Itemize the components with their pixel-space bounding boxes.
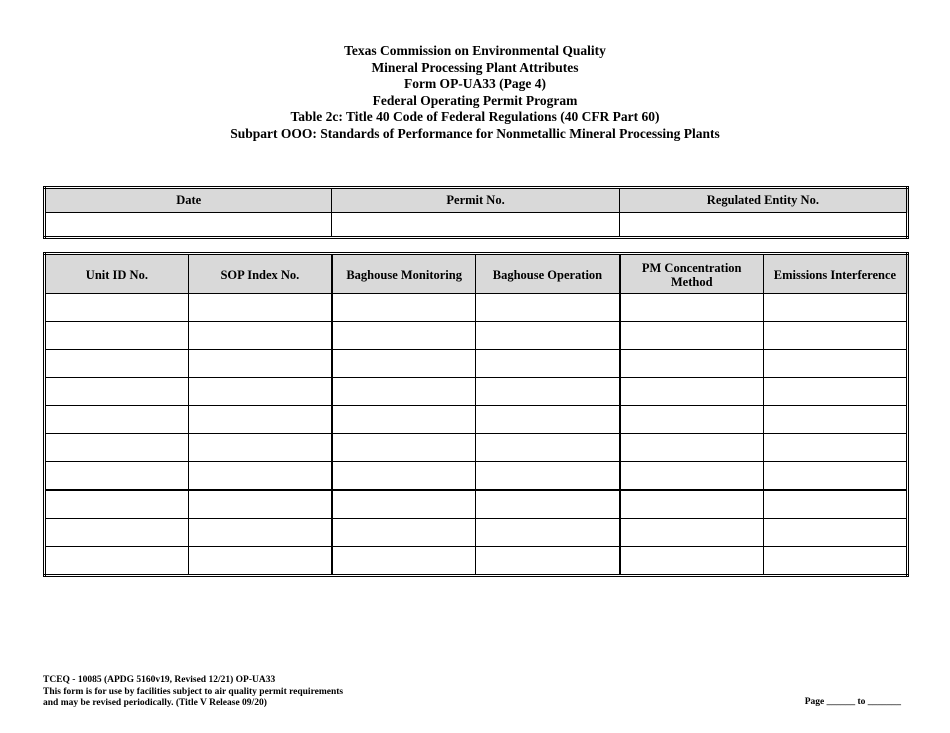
entry-cell[interactable]	[332, 434, 476, 462]
table-row	[45, 519, 908, 547]
entry-cell[interactable]	[620, 490, 764, 519]
entry-cell[interactable]	[188, 322, 332, 350]
table-row	[45, 490, 908, 519]
entry-cell[interactable]	[188, 547, 332, 576]
table-row	[45, 462, 908, 491]
entry-cell[interactable]	[188, 434, 332, 462]
entry-cell[interactable]	[332, 519, 476, 547]
entry-cell[interactable]	[476, 406, 620, 434]
entry-cell[interactable]	[763, 350, 907, 378]
entry-cell[interactable]	[763, 406, 907, 434]
form-revision: TCEQ - 10085 (APDG 5160v19, Revised 12/21) OP-UA33	[43, 675, 276, 685]
page-numbering: Page ______ to _______	[804, 697, 901, 707]
entry-cell[interactable]	[188, 462, 332, 491]
table-row	[45, 322, 908, 350]
entry-cell[interactable]	[620, 294, 764, 322]
date-field[interactable]	[45, 213, 332, 238]
sop-index-header: SOP Index No.	[188, 254, 332, 294]
entry-cell[interactable]	[45, 519, 189, 547]
entry-cell[interactable]	[620, 378, 764, 406]
program-title: Federal Operating Permit Program	[372, 92, 578, 108]
table-title: Table 2c: Title 40 Code of Federal Regulations (40 CFR Part 60)	[290, 109, 660, 124]
form-subject: Mineral Processing Plant Attributes	[371, 59, 579, 75]
entry-cell[interactable]	[763, 547, 907, 576]
entry-cell[interactable]	[332, 350, 476, 378]
entry-cell[interactable]	[476, 378, 620, 406]
entry-cell[interactable]	[476, 490, 620, 519]
entry-cell[interactable]	[763, 322, 907, 350]
entry-cell[interactable]	[763, 294, 907, 322]
entry-cell[interactable]	[620, 434, 764, 462]
emissions-interference-header: Emissions Interference	[763, 254, 907, 294]
entry-cell[interactable]	[763, 378, 907, 406]
entry-cell[interactable]	[763, 490, 907, 519]
entry-cell[interactable]	[476, 434, 620, 462]
unit-attributes-table	[43, 252, 909, 577]
entry-cell[interactable]	[188, 378, 332, 406]
baghouse-monitoring-header: Baghouse Monitoring	[332, 254, 476, 294]
pm-concentration-header: PM Concentration Method	[620, 254, 764, 294]
entry-cell[interactable]	[45, 490, 189, 519]
entry-cell[interactable]	[620, 462, 764, 491]
baghouse-operation-header: Baghouse Operation	[476, 254, 620, 294]
entry-cell[interactable]	[476, 294, 620, 322]
permit-no-field[interactable]	[332, 213, 619, 238]
entry-cell[interactable]	[620, 322, 764, 350]
entry-cell[interactable]	[763, 462, 907, 491]
entry-cell[interactable]	[476, 462, 620, 491]
unit-id-header: Unit ID No.	[45, 254, 189, 294]
entry-cell[interactable]	[332, 547, 476, 576]
entry-cell[interactable]	[45, 462, 189, 491]
entry-cell[interactable]	[476, 350, 620, 378]
entry-cell[interactable]	[188, 519, 332, 547]
entry-cell[interactable]	[332, 406, 476, 434]
entry-cell[interactable]	[45, 378, 189, 406]
entry-cell[interactable]	[45, 434, 189, 462]
entry-cell[interactable]	[188, 490, 332, 519]
table-row	[45, 378, 908, 406]
form-release-note: and may be revised periodically. (Title V Release 09/20)	[43, 698, 267, 708]
entry-cell[interactable]	[332, 322, 476, 350]
table-row	[45, 434, 908, 462]
entry-cell[interactable]	[332, 490, 476, 519]
entry-cell[interactable]	[188, 350, 332, 378]
entry-cell[interactable]	[188, 294, 332, 322]
entry-cell[interactable]	[45, 406, 189, 434]
entry-cell[interactable]	[45, 322, 189, 350]
form-usage-note: This form is for use by facilities subject to air quality permit requirements	[43, 686, 344, 697]
entry-cell[interactable]	[763, 519, 907, 547]
entry-cell[interactable]	[332, 294, 476, 322]
entry-cell[interactable]	[332, 462, 476, 491]
table-row	[45, 350, 908, 378]
entry-cell[interactable]	[620, 350, 764, 378]
entry-cell[interactable]	[45, 294, 189, 322]
form-number: Form OP-UA33 (Page 4)	[403, 76, 547, 91]
entry-cell[interactable]	[620, 406, 764, 434]
form-footer	[43, 675, 343, 710]
table-row	[45, 547, 908, 576]
table-row	[45, 406, 908, 434]
entry-cell[interactable]	[332, 378, 476, 406]
table-row	[45, 294, 908, 322]
entry-cell[interactable]	[476, 547, 620, 576]
entry-cell[interactable]	[763, 434, 907, 462]
form-header	[0, 43, 950, 142]
identification-table	[43, 186, 909, 239]
entry-cell[interactable]	[476, 519, 620, 547]
entry-cell[interactable]	[45, 350, 189, 378]
date-header: Date	[45, 188, 332, 213]
entry-cell[interactable]	[45, 547, 189, 576]
entry-cell[interactable]	[620, 519, 764, 547]
permit-no-header: Permit No.	[332, 188, 619, 213]
regulated-entity-header: Regulated Entity No.	[619, 188, 907, 213]
agency-title: Texas Commission on Environmental Quality	[344, 43, 606, 58]
entry-cell[interactable]	[188, 406, 332, 434]
entry-cell[interactable]	[620, 547, 764, 576]
regulated-entity-field[interactable]	[619, 213, 907, 238]
subpart-title: Subpart OOO: Standards of Performance for Nonmetallic Mineral Processing Plants	[230, 125, 720, 141]
entry-cell[interactable]	[476, 322, 620, 350]
